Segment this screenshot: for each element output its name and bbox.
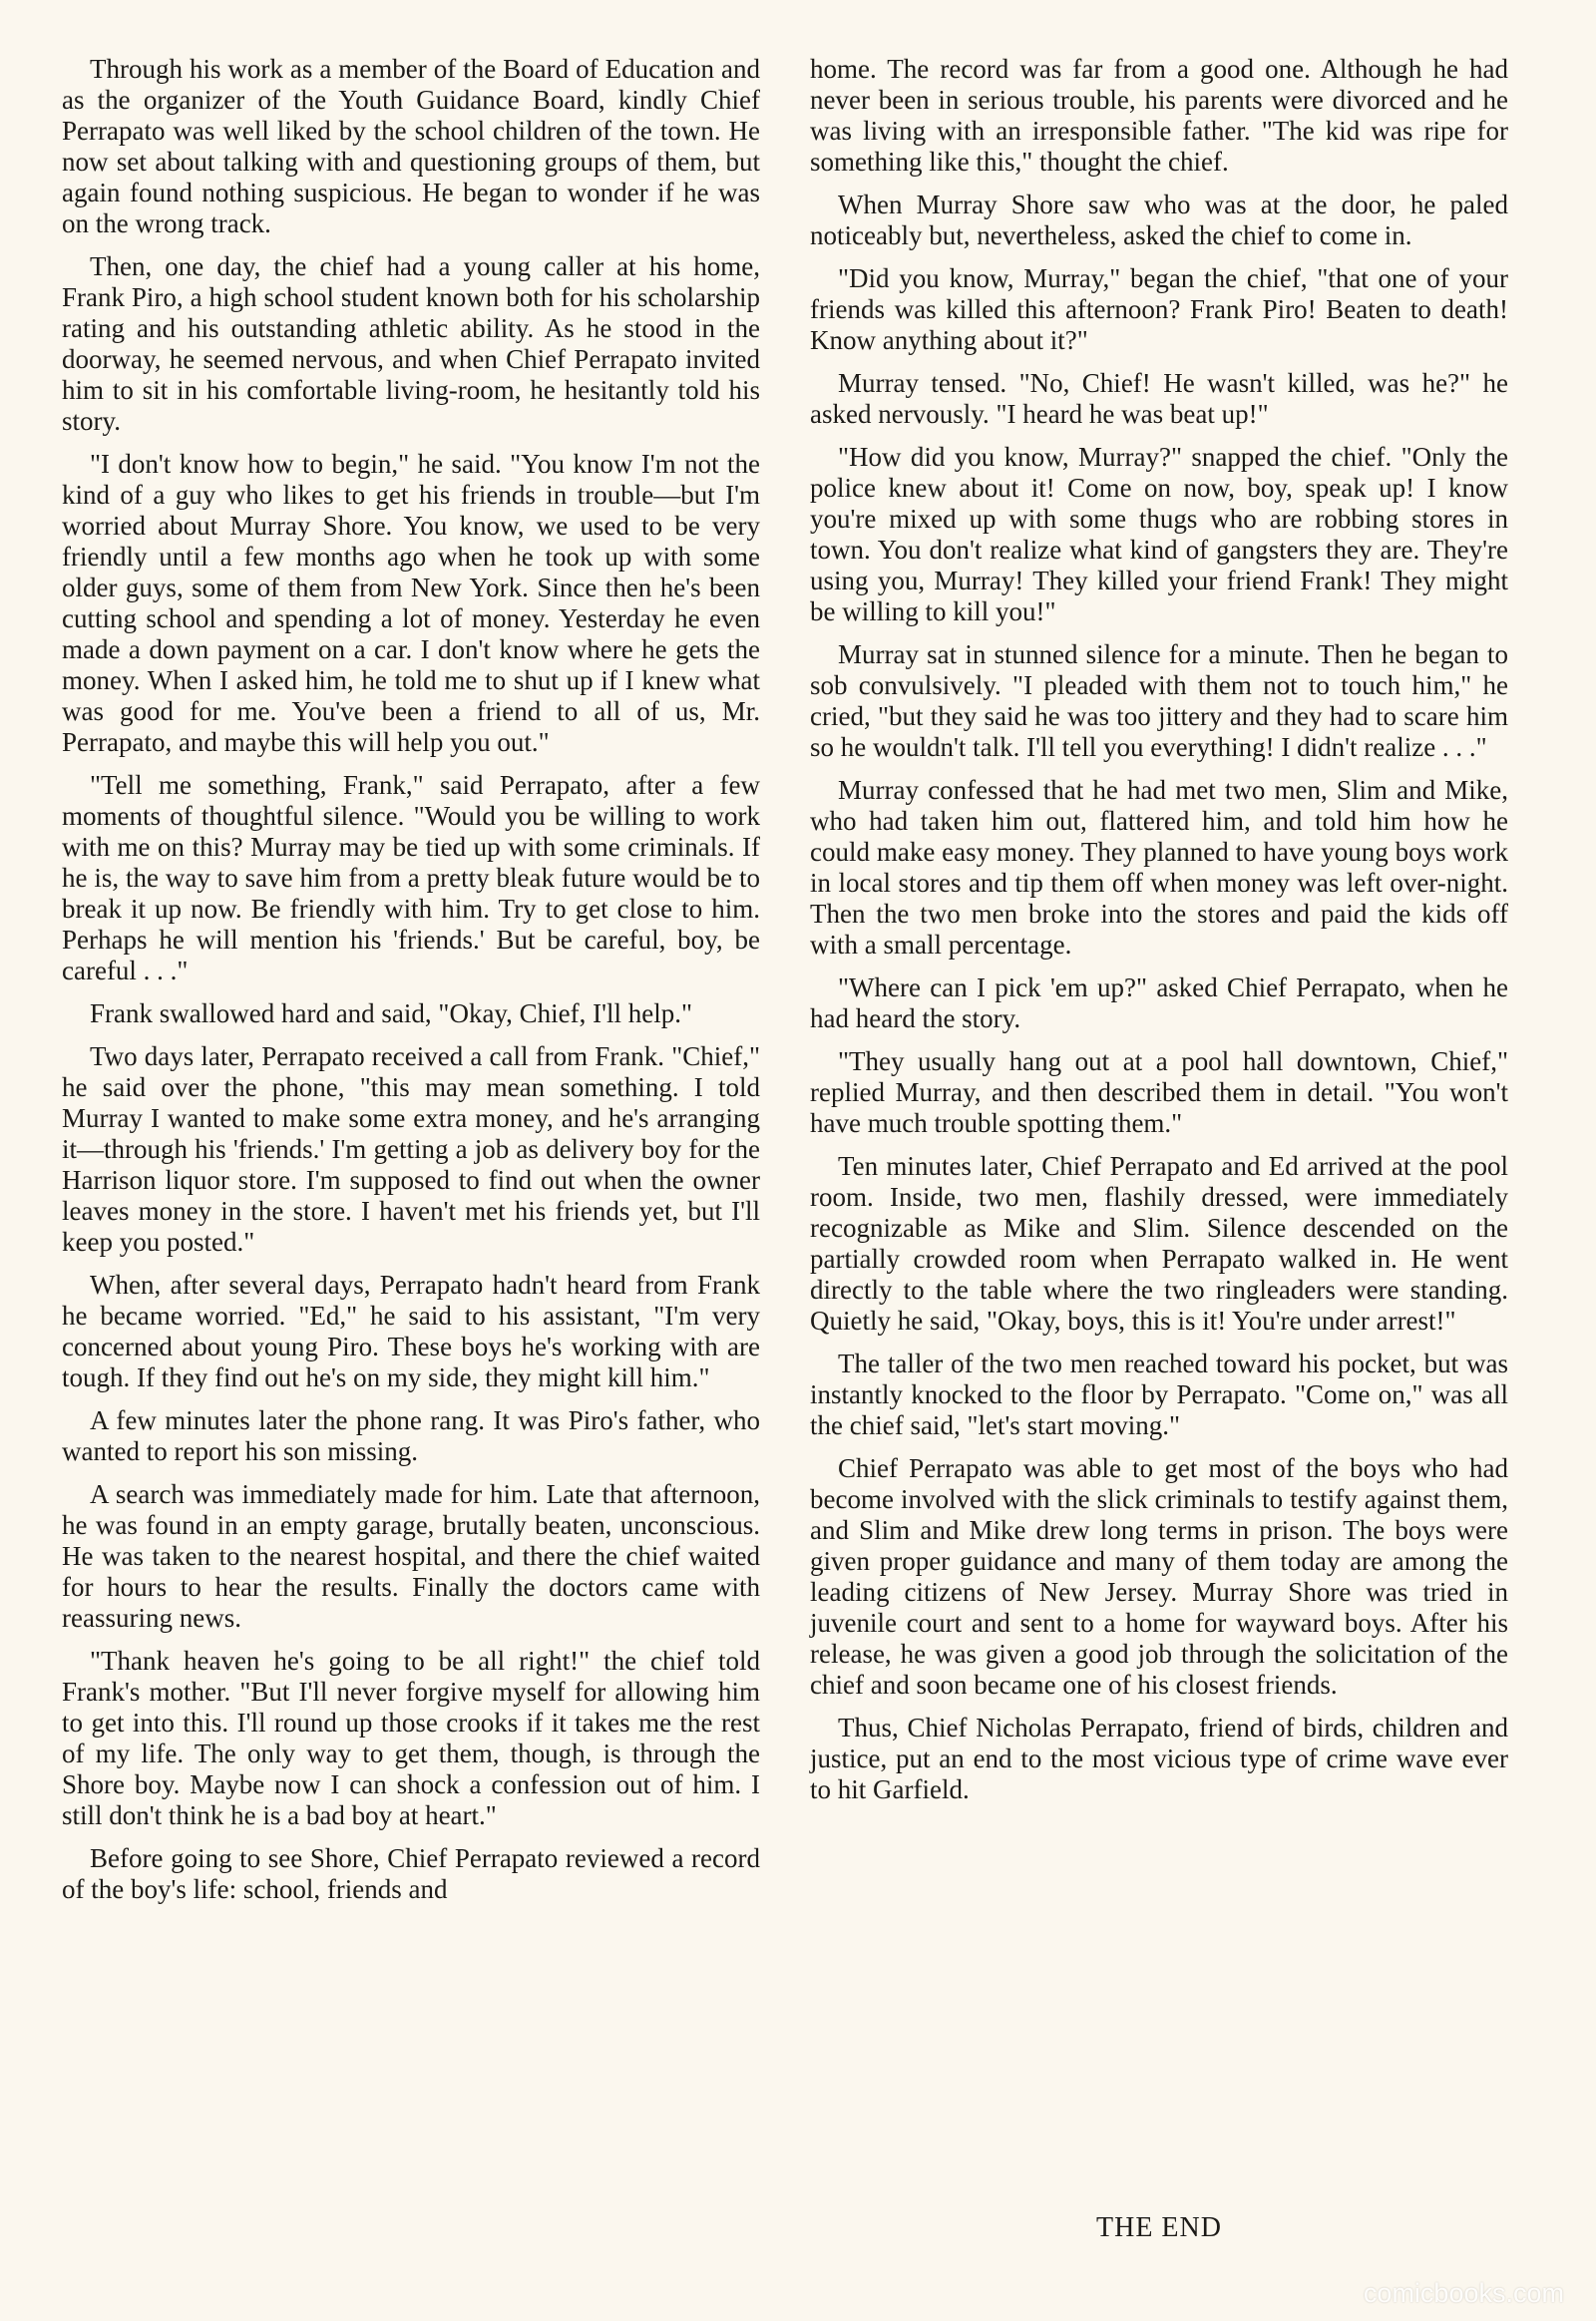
paragraph: A few minutes later the phone rang. It was Piro's father, who wanted to report his son missing. bbox=[62, 1405, 760, 1466]
paragraph: Chief Perrapato was able to get most of the boys who had become involved with the slick criminals to testify against them, and Slim and Mike drew long terms in prison. The boys were given proper guidance and many of them today are among the leading citizens of New Jersey. Murray Shore was tried in juvenile court and sent to a home for wayward boys. After his release, he was given a good job through the solicitation of the chief and soon became one of his closest friends. bbox=[810, 1453, 1508, 1700]
paragraph: "How did you know, Murray?" snapped the chief. "Only the police knew about it! Come on now, boy, speak up! I know you're mixed up with some thugs who are robbing stores in town. You don't realize what kind of gangsters they are. They're using you, Murray! They killed your friend Frank! They might be willing to kill you!" bbox=[810, 442, 1508, 626]
paragraph: Thus, Chief Nicholas Perrapato, friend of birds, children and justice, put an end to the most vicious type of crime wave ever to hit Garfield. bbox=[810, 1713, 1508, 1804]
paragraph: "They usually hang out at a pool hall downtown, Chief," replied Murray, and then described them in detail. "You won't have much trouble spotting them." bbox=[810, 1046, 1508, 1138]
paragraph: A search was immediately made for him. Late that afternoon, he was found in an empty garage, brutally beaten, unconscious. He was taken to the nearest hospital, and there the chief waited for hours to hear the results. Finally the doctors came with reassuring news. bbox=[62, 1479, 760, 1633]
paragraph: Murray tensed. "No, Chief! He wasn't killed, was he?" he asked nervously. "I heard he was beat up!" bbox=[810, 368, 1508, 429]
paragraph: When, after several days, Perrapato hadn't heard from Frank he became worried. "Ed," he said to his assistant, "I'm very concerned about young Piro. These boys he's working with are tough. If they find out he's on my side, they might kill him." bbox=[62, 1270, 760, 1392]
left-text-column bbox=[62, 54, 760, 1917]
paragraph: "I don't know how to begin," he said. "You know I'm not the kind of a guy who likes to get his friends in trouble—but I'm worried about Murray Shore. You know, we used to be very friendly until a few months ago when he took up with some older guys, some of them from New York. Since then he's been cutting school and spending a lot of money. Yesterday he even made a down payment on a car. I don't know where he gets the money. When I asked him, he told me to shut up if I knew what was good for me. You've been a friend to all of us, Mr. Perrapato, and maybe this will help you out." bbox=[62, 449, 760, 757]
paragraph: home. The record was far from a good one. Although he had never been in serious trouble, his parents were divorced and he was living with an irresponsible father. "The kid was ripe for something like this," thought the chief. bbox=[810, 54, 1508, 177]
paragraph: Then, one day, the chief had a young caller at his home, Frank Piro, a high school student known both for his scholarship rating and his outstanding athletic ability. As he stood in the doorway, he seemed nervous, and when Chief Perrapato invited him to sit in his comfortable living-room, he hesitantly told his story. bbox=[62, 251, 760, 436]
paragraph: Frank swallowed hard and said, "Okay, Chief, I'll help." bbox=[90, 998, 693, 1028]
paragraph: "Did you know, Murray," began the chief, "that one of your friends was killed this afternoon? Frank Piro! Beaten to death! Know anything about it?" bbox=[810, 263, 1508, 355]
paragraph: Murray sat in stunned silence for a minute. Then he began to sob convulsively. "I pleaded with them not to touch him," he cried, "but they said he was too jittery and they had to scare him so he wouldn't talk. I'll tell you everything! I didn't realize . . ." bbox=[810, 639, 1508, 762]
paragraph: Ten minutes later, Chief Perrapato and Ed arrived at the pool room. Inside, two men, flashily dressed, were immediately recognizable as Mike and Slim. Silence descended on the partially crowded room when Perrapato walked in. He went directly to the table where the two ringleaders were standing. Quietly he said, "Okay, boys, this is it! You're under arrest!" bbox=[810, 1151, 1508, 1336]
paragraph: Two days later, Perrapato received a call from Frank. "Chief," he said over the phone, "this may mean something. I told Murray I wanted to make some extra money, and he's arranging it—through his 'friends.' I'm getting a job as delivery boy for the Harrison liquor store. I'm supposed to find out when the owner leaves money in the store. I haven't met his friends yet, but I'll keep you posted." bbox=[62, 1041, 760, 1257]
paragraph: Before going to see Shore, Chief Perrapato reviewed a record of the boy's life: school, friends and bbox=[62, 1843, 760, 1904]
the-end-label: THE END bbox=[1096, 2212, 1222, 2243]
paragraph: Murray confessed that he had met two men, Slim and Mike, who had taken him out, flattered him, and told him how he could make easy money. They planned to have young boys work in local stores and tip them off when money was left over-night. Then the two men broke into the stores and paid the kids off with a small percentage. bbox=[810, 775, 1508, 960]
paragraph: "Thank heaven he's going to be all right!" the chief told Frank's mother. "But I'll never forgive myself for allowing him to get into this. I'll round up those crooks if it takes me the rest of my life. The only way to get them, though, is through the Shore boy. Maybe now I can shock a confession out of him. I still don't think he is a bad boy at heart." bbox=[62, 1646, 760, 1830]
paragraph: Through his work as a member of the Board of Education and as the organizer of the Youth Guidance Board, kindly Chief Perrapato was well liked by the school children of the town. He now set about talking with and questioning groups of them, but again found nothing suspicious. He began to wonder if he was on the wrong track. bbox=[62, 54, 760, 238]
watermark: comicbooks.com bbox=[1363, 2278, 1564, 2308]
right-text-column bbox=[810, 54, 1508, 1817]
paragraph: The taller of the two men reached toward his pocket, but was instantly knocked to the floor by Perrapato. "Come on," was all the chief said, "let's start moving." bbox=[810, 1349, 1508, 1440]
paragraph: "Tell me something, Frank," said Perrapato, after a few moments of thoughtful silence. "Would you be willing to work with me on this? Murray may be tied up with some criminals. If he is, the way to save him from a pretty bleak future would be to break it up now. Be friendly with him. Try to get close to him. Perhaps he will mention his 'friends.' But be careful, boy, be careful . . ." bbox=[62, 770, 760, 985]
paragraph: When Murray Shore saw who was at the door, he paled noticeably but, nevertheless, asked the chief to come in. bbox=[810, 190, 1508, 250]
paragraph: "Where can I pick 'em up?" asked Chief Perrapato, when he had heard the story. bbox=[810, 972, 1508, 1033]
